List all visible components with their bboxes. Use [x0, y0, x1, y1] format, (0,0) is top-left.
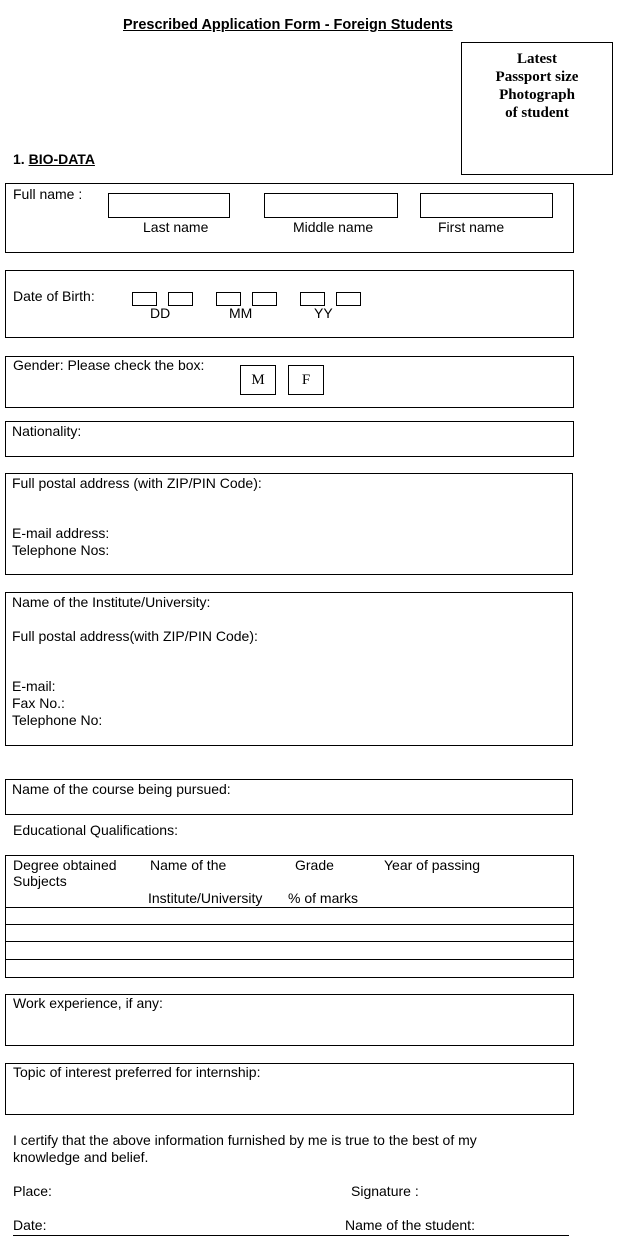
- student-name-label: Name of the student:: [345, 1217, 475, 1233]
- photo-box: [461, 42, 613, 175]
- dob-mm-caption: MM: [229, 305, 253, 321]
- gender-male-checkbox[interactable]: M: [240, 365, 276, 395]
- signature-label: Signature :: [351, 1183, 419, 1199]
- first-name-input[interactable]: [420, 193, 553, 218]
- middle-name-caption: Middle name: [293, 219, 374, 235]
- institute-postal-label: Full postal address(with ZIP/PIN Code):: [12, 628, 258, 644]
- dob-year-digit-2[interactable]: [336, 292, 361, 306]
- photo-line: of student: [505, 105, 569, 121]
- col-year-header: Year of passing: [384, 857, 480, 873]
- institute-fax-label: Fax No.:: [12, 695, 65, 711]
- col-grade-header: Grade: [295, 857, 334, 873]
- certify-line-1: I certify that the above information furnished by me is true to the best of my: [13, 1132, 477, 1148]
- gender-female-checkbox[interactable]: F: [288, 365, 324, 395]
- table-row-divider: [5, 959, 574, 960]
- footer-underline: [13, 1235, 569, 1236]
- last-name-caption: Last name: [143, 219, 209, 235]
- institute-name-label: Name of the Institute/University:: [12, 594, 211, 610]
- table-row-divider: [5, 941, 574, 942]
- col-degree-header: Degree obtained: [13, 857, 117, 873]
- telephone-label: Telephone Nos:: [12, 542, 110, 558]
- table-row-divider: [5, 907, 574, 908]
- nationality-label: Nationality:: [12, 423, 82, 439]
- education-heading: Educational Qualifications:: [13, 822, 178, 838]
- gender-label: Gender: Please check the box:: [13, 357, 205, 373]
- col-institute-header-2: Institute/University: [148, 890, 263, 906]
- dob-yy-caption: YY: [314, 305, 333, 321]
- place-label: Place:: [13, 1183, 52, 1199]
- photo-line: Photograph: [499, 87, 575, 103]
- dob-year-digit-1[interactable]: [300, 292, 325, 306]
- dob-section: [5, 270, 574, 338]
- date-label: Date:: [13, 1217, 47, 1233]
- topic-label: Topic of interest preferred for internship:: [13, 1064, 261, 1080]
- photo-line: Passport size: [495, 69, 579, 85]
- full-name-label: Full name :: [13, 186, 83, 202]
- section-number: 1.: [13, 151, 25, 167]
- email-address-label: E-mail address:: [12, 525, 110, 541]
- middle-name-input[interactable]: [264, 193, 398, 218]
- certify-line-2: knowledge and belief.: [13, 1149, 149, 1165]
- dob-label: Date of Birth:: [13, 288, 95, 304]
- form-title: Prescribed Application Form - Foreign Students: [123, 17, 453, 33]
- col-institute-header: Name of the: [150, 857, 227, 873]
- col-subjects-header: Subjects: [13, 873, 67, 889]
- last-name-input[interactable]: [108, 193, 230, 218]
- section-title: BIO-DATA: [28, 151, 95, 167]
- photo-line: Latest: [517, 51, 557, 67]
- dob-month-digit-1[interactable]: [216, 292, 241, 306]
- institute-telephone-label: Telephone No:: [12, 712, 103, 728]
- col-marks-header: % of marks: [288, 890, 359, 906]
- dob-day-digit-1[interactable]: [132, 292, 157, 306]
- dob-dd-caption: DD: [150, 305, 171, 321]
- first-name-caption: First name: [438, 219, 505, 235]
- dob-day-digit-2[interactable]: [168, 292, 193, 306]
- section-heading: [13, 151, 95, 167]
- institute-email-label: E-mail:: [12, 678, 56, 694]
- postal-address-label: Full postal address (with ZIP/PIN Code):: [12, 475, 262, 491]
- dob-month-digit-2[interactable]: [252, 292, 277, 306]
- course-label: Name of the course being pursued:: [12, 781, 231, 797]
- nationality-section: [5, 421, 574, 457]
- table-row-divider: [5, 924, 574, 925]
- work-label: Work experience, if any:: [13, 995, 163, 1011]
